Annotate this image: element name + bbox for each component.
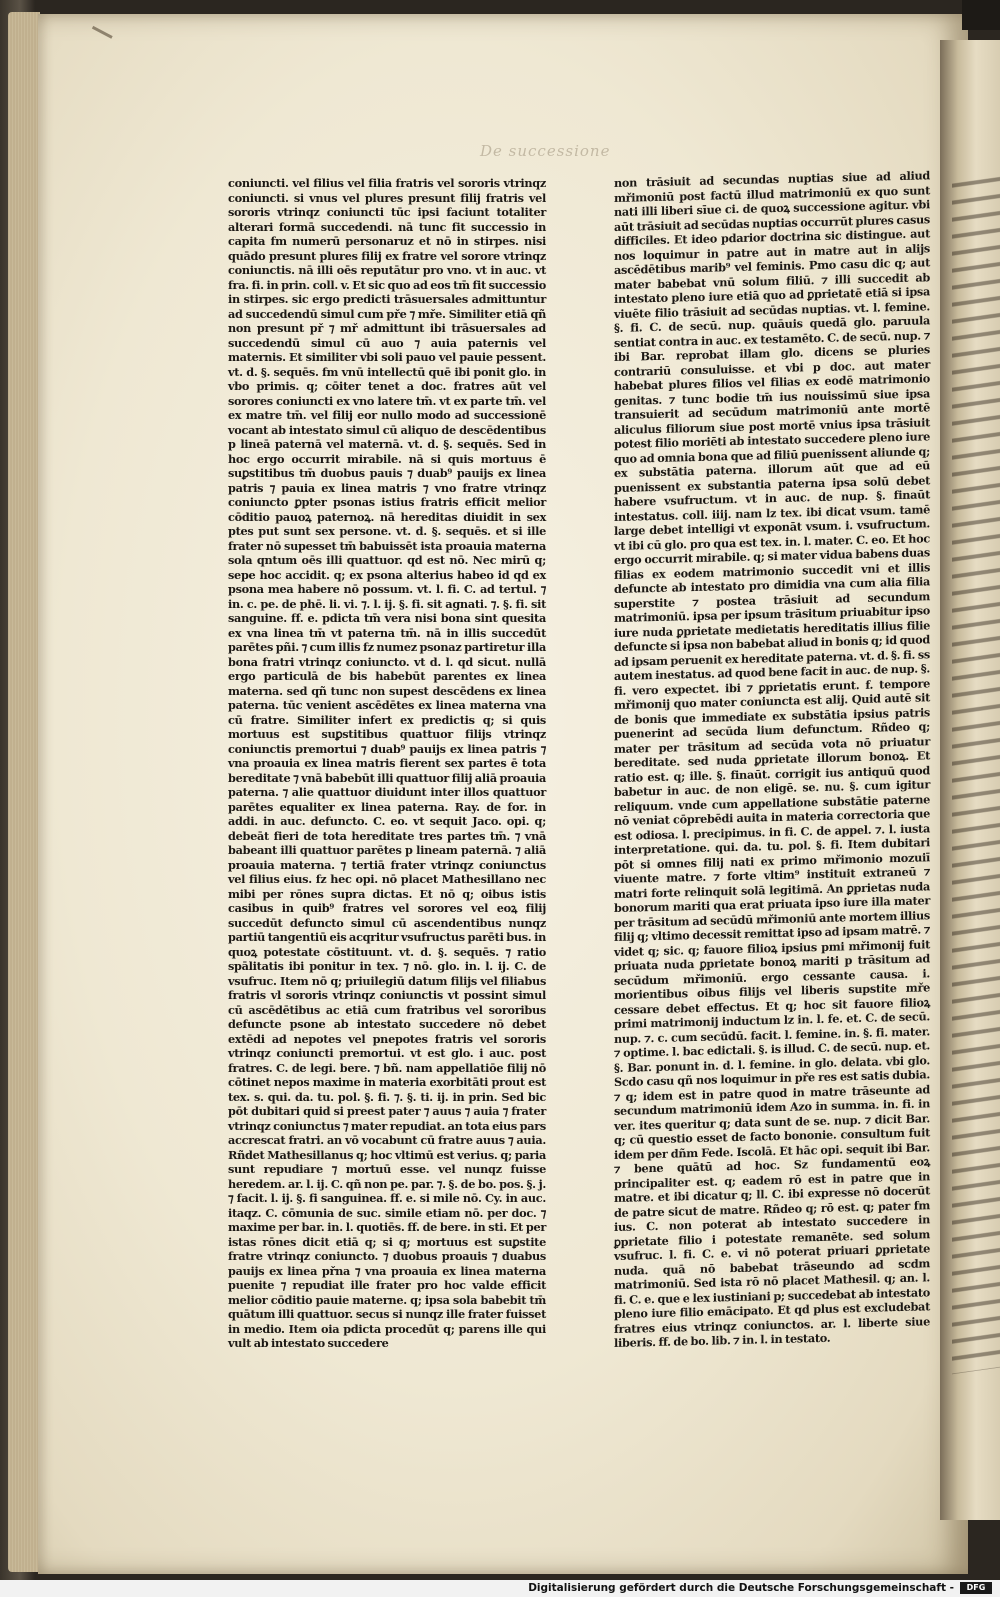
corner-shadow [962,0,1000,30]
right-text-column [614,168,930,1350]
dfg-logo-icon: DFG [960,1582,992,1594]
digitization-footer [0,1580,1000,1597]
left-text-column [228,176,546,1351]
footer-credit: Digitalisierung gefördert durch die Deutsche Forschungsgemeinschaft - [528,1582,954,1594]
right-column-text: non trāsiuit ad secundas nuptias siue ad aliud mřimoniū post factū illud matrimoniū ex quo sunt nati illi liberi sīue ci. de quoꝝ successione agitur. vbi aūt trāsiuit ad secūdas nuptias occurrūt plures casus difficiles. Et ideo pdarior doctrina sic distingue. aut nos loquimur in patre aut in matre aut in alijs ascēdētibus marib⁹ vel feminis. Pmo casu dic q; aut mater babebat vnū solum filiū. ⁊ illi succedit ab intestato pleno iure etiā quo ad ꝑprietatē etiā si ipsa viuēte filio trāsiuit ad secūdas nuptias. vt. l. femine. §. fi. C. de secū. nup. quāuis quedā glo. paruula sentiat contra in auc. ex testamēto. C. de secū. nup. ⁊ ibi Bar. reprobat illam glo. dicens se pluries contrariū consuluisse. et vbi p doc. aut mater habebat plures filios vel filias ex eodē matrimonio genitas. ⁊ tunc bodie tm̄ ius nouissimū siue ipsa transuierit ad secūdum matrimoniū ante mortē aliculus filiorum siue post mortē vnius ipsa trāsiuit potest filio moriēti ab intestato succedere pleno iure quo ad omnia bona que ad filiū puenissent aliunde q; ex substātia paterna. illorum aūt que ad eū puenissent ex substantia paterna ipsa solū debet habere vsufructum. vt in auc. de nup. §. finaūt intestatus. coll. iiij. nam lz tex. ibi dicat vsum. tamē large debet intelligi vt exponāt vsum. i. vsufructum. vt ibi cū glo. pro qua est tex. in. l. mater. C. eo. Et hoc ergo occurrit mirabile. q; si mater vidua babens duas filias ex eodem matrimonio succedit vni et illis defuncte ab intestato pro dimidia vna cum alia filia superstite ⁊ postea trāsiuit ad secundum matrimoniū. ipsa per ipsum trāsitum priuabitur ipso iure nuda ꝑprietate medietatis hereditatis illius filie defuncte si ipsa non babebat aliud in bonis q; id quod ad ipsam peruenit ex hereditate paterna. vt. d. §. fi. ss autem inestatus. ad quod bene facit in auc. de nup. §. fi. vero expectet. ibi ⁊ ꝑprietatis erunt. f. tempore mřimonij quo mater coniuncta est alij. Quid autē sit de bonis que immediate ex substātia ipsius patris puenerint ad secūda lium defunctum. Rñdeo q; mater per trāsitum ad secūda vota nō priuatur bereditate. sed nuda ꝑprietate illorum bonoꝝ. Et ratio est. q; ille. §. finaūt. corrigit ius antiquū quod babetur in auc. de non eligē. se. nu. §. cum igitur reliquum. vnde cum appellatione substātie paterne nō veniat cōprebēdi auita in materia correctoria que est odiosa. l. precipimus. in fi. C. de appel. ⁊. l. iusta interpretatione. qui. da. tu. pol. §. fi. Item dubitari pōt si omnes filij nati ex primo mřimonio mozuiī viuente matre. ⁊ forte vltim⁹ instituit extraneū ⁊ matri forte relinquit solā legitimā. An ꝑprietas nuda bonorum mariti qua erat priuata ipso iure illa mater per trāsitum ad secūdū mřimoniū ante mortem illius filij q; vltimo decessit remittat ipso ad ipsam matrē. ⁊ videt q; sic. q; fauore filioꝝ ipsius pmi mřimonij fuit priuata nuda ꝑprietate bonoꝝ mariti p trāsitum ad secūdum mřimoniū. ergo cessante causa. i. morientibus oibus filijs vel liberis supstite mře cessare debet effectus. Et q; hoc sit fauore filioꝝ primi matrimonij inductum lz in. l. fe. et. C. de secū. nup. ⁊. c. cum secūdū. facit. l. femine. in. §. fi. mater. ⁊ optime. l. bac edictali. §. is illud. C. de secū. nup. et. §. Bar. ponunt in. d. l. femine. in glo. delata. vbi glo. Scdo casu qñ nos loquimur in pře res est satis dubia. ⁊ q; idem est in patre quod in matre trāseunte ad secundum matrimoniū idem Azo in summa. in. fi. in ver. ites queritur q; data sunt de se. nup. ⁊ dicit Bar. q; cū questio esset de facto bononie. consultum fuit idem per dñm Fede. Iscolā. Et hāc opi. sequit ibi Bar. ⁊ bene quātū ad hoc. Sz fundamentū eoꝝ principaliter est. q; eadem rō est in patre que in matre. et ibi dicatur q; ll. C. ibi expresse nō docerūt de patre sicut de matre. Rñdeo q; rō est. q; pater fm ius. C. non poterat ab intestato succedere in ꝑprietate filio i potestate remanēte. sed solum vsufruc. l. fi. C. e. vi nō poterat priuari ꝑprietate nuda. quā nō babebat trāseundo ad scdm matrimoniū. Sed ista rō nō placet Mathesil. q; an. l. fi. C. e. que e lex iustiniani p; succedebat ab intestato pleno iure filio emācipato. Et qd plus est excludebat fratres eius vtrinqz coniunctos. ar. l. liberte siue liberis. ff. de bo. lib. ⁊ in. l. in testato. [614,168,930,1350]
page-edges [8,12,40,1572]
running-head: De successione [480,142,611,160]
facing-page-edge [940,40,1000,1520]
facing-page-text [952,166,1000,1374]
left-column-text: coniuncti. vel filius vel filia fratris vel sororis vtrinqz coniuncti. si vnus vel plures presunt filij fratris vel sororis vtrinqz coniuncti tūc ipsi faciunt totaliter alterari formā succedendi. nā tunc fit successio in capita fm numerū personaruz et nō in stirpes. nisi quādo presunt plures filij ex fratre vel sorore vtrinqz coniunctis. nā illi oēs reputātur pro vno. vt in auc. vt fra. fi. in prin. coll. v. Et sic quo ad eos tm̄ fit successio in stirpes. sic ergo predicti trāsuersales admittuntur ad succedendū simul cum pře ⁊ mře. Similiter etiā qñ non presunt př ⁊ mř admittunt ibi trāsuersales ad succedendū simul cū auo ⁊ auia paternis vel maternis. Et similiter vbi soli pauo vel pauie pessent. vt. d. §. sequēs. fm vnū intellectū quē ibi ponit glo. in vbo primis. q; cōiter tenet a doc. fratres aūt vel sorores coniuncti ex vno latere tm̄. vt ex parte tm̄. vel ex matre tm̄. vel filij eor nullo modo ad successionē vocant ab intestato simul cū aliquo de descēdentibus p lineā paternā vel maternā. vt. d. §. sequēs. Sed in hoc ergo occurrit mirabile. nā si quis mortuus ē suꝑstitibus tm̄ duobus pauis ⁊ duab⁹ pauijs ex linea patris ⁊ pauia ex linea matris ⁊ vno fratre vtrinqz coniuncto ꝑpter psonas istius fratris efficit melior cōditio pauoꝝ paternoꝝ. nā hereditas diuidit in sex ptes put sunt sex persone. vt. d. §. sequēs. et si ille frater nō supesset tm̄ babuissēt ista proauia materna sola qntum oēs illi quattuor. qd est nō. Nec mirū q; sepe hoc accidit. q; ex psona alterius habeo id qd ex psona mea habere nō possum. vt. l. fi. C. ad tertul. ⁊ in. c. pe. de phē. li. vi. ⁊. l. ij. §. fi. sit agnati. ⁊. §. fi. sit sanguine. ff. e. pdicta tm̄ vera nisi bona sint quesita ex vna linea tm̄ vt paterna tm̄. nā in illis succedūt parētes pñi. ⁊ cum illis fz numez psonaz partiretur illa bona fratri vtrinqz coniuncto. vt d. l. qd sicut. nullā ergo particulā de bis habebūt parentes ex linea materna. sed qñ tunc non supest descēdens ex linea paterna. tūc venient ascēdētes ex linea materna vna cū fratre. Similiter infert ex predictis q; si quis mortuus est suꝑstitibus quattuor filijs vtrinqz coniunctis premortui ⁊ duab⁹ pauijs ex linea patris ⁊ vna proauia ex linea matris fierent sex partes ē tota bereditate ⁊ vnā babebūt illi quattuor filij aliā proauia paterna. ⁊ alie quattuor diuidunt inter illos quattuor parētes equaliter ex linea paterna. Ray. de for. in addi. in auc. defuncto. C. eo. vt sequit Jaco. opi. q; debeāt fieri de tota hereditate tres partes tm̄. ⁊ vnā babeant illi quattuor parētes p lineam paternā. ⁊ aliā proauia materna. ⁊ tertiā frater vtrinqz coniunctus vel filius eius. fz hec opi. nō placet Mathesillano nec mibi per rōnes supra dictas. Et nō q; oibus istis casibus in quib⁹ fratres vel sorores vel eoꝝ filij succedūt defuncto simul cū ascendentibus nunqz partiū tangentiū eis acqritur vsufructus parēti bus. in quoꝝ potestate cōstituunt. vt. d. §. sequēs. ⁊ ratio spālitatis ibi ponitur in tex. ⁊ nō. glo. in. l. ij. C. de vsufruc. Item nō q; priuilegiū datum filijs vel filiabus fratris vl sororis vtrinqz coniunctis vt possint simul cū ascēdētibus ac etiā cum fratribus vel sororibus defuncte psone ab intestato succedere nō debet extēdi ad nepotes vel pnepotes fratris vel sororis vtrinqz coniuncti premortui. vt est glo. i auc. post fratres. C. de legi. bere. ⁊ bñ. nam appellatiōe filij nō cōtinet nepos maxime in materia exorbitāti prout est tex. s. qui. da. tu. pol. §. fi. ⁊. §. ti. ij. in prin. Sed bic pōt dubitari quid si preest pater ⁊ auus ⁊ auia ⁊ frater vtrinqz coniunctus ⁊ mater repudiat. an tota eius pars accrescat fratri. an vō vocabunt cū fratre auus ⁊ auia. Rñdet Mathesillanus q; hoc vltimū est verius. q; paria sunt repudiare ⁊ mortuū esse. vel nunqz fuisse heredem. ar. l. ij. C. qñ non pe. par. ⁊. §. de bo. pos. §. j. ⁊ facit. l. ij. §. fi sanguinea. ff. e. si mile nō. Cy. in auc. itaqz. C. cōmunia de suc. simile etiam nō. per doc. ⁊ maxime per bar. in. l. quotiēs. ff. de bere. in sti. Et per istas rōnes dicit etiā q; si q; mortuus est suꝑstite fratre vtrinqz coniuncto. ⁊ duobus proauis ⁊ duabus pauijs ex linea přna ⁊ vna proauia ex linea materna puenite ⁊ repudiat ille frater pro hoc valde efficit melior cōditio pauie materne. q; ipsa sola babebit tm̄ quātum illi quattuor. secus si nunqz ille frater fuisset in medio. Item oia pdicta procedūt q; parens ille qui vult ab intestato succedere [228,176,546,1350]
